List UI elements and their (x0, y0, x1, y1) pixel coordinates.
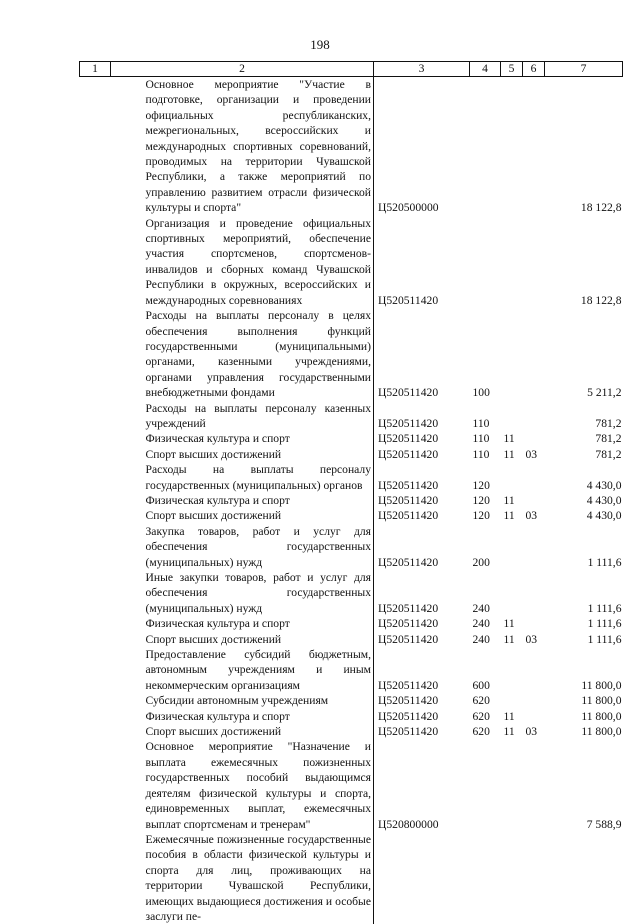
row-name: Иные закупки товаров, работ и услуг для обеспечения государственных (муниципальных) нужд (111, 570, 374, 616)
row-name: Закупка товаров, работ и услуг для обеспечения государственных (муниципальных) нужд (111, 524, 374, 570)
row-amount: 18 122,8 (545, 77, 623, 216)
row-vr: 240 (470, 632, 501, 647)
row-name: Субсидии автономным учреждениям (111, 693, 374, 708)
row-pr (523, 493, 545, 508)
blank-cell (80, 693, 111, 708)
table-header (80, 62, 623, 77)
blank-cell (80, 739, 111, 831)
row-pr: 03 (523, 447, 545, 462)
row-vr: 600 (470, 647, 501, 693)
row-name: Спорт высших достижений (111, 724, 374, 739)
table-row (80, 77, 623, 216)
row-code: Ц520511420 (374, 493, 470, 508)
row-rz: 11 (501, 493, 523, 508)
row-amount: 11 800,0 (545, 709, 623, 724)
table-row (80, 447, 623, 462)
row-name: Физическая культура и спорт (111, 431, 374, 446)
page-number: 198 (0, 37, 640, 53)
row-code: Ц520511420 (374, 632, 470, 647)
row-pr (523, 308, 545, 400)
blank-cell (80, 709, 111, 724)
blank-cell (80, 462, 111, 493)
row-pr: 03 (523, 508, 545, 523)
row-name: Расходы на выплаты персоналу государственных (муниципальных) органов (111, 462, 374, 493)
blank-cell (80, 632, 111, 647)
row-name: Физическая культура и спорт (111, 493, 374, 508)
row-code: Ц520511420 (374, 447, 470, 462)
row-amount: 781,2 (545, 447, 623, 462)
row-vr: 120 (470, 462, 501, 493)
table-body (80, 77, 623, 924)
header-col-3: 3 (374, 62, 470, 77)
row-vr: 120 (470, 508, 501, 523)
row-vr: 620 (470, 724, 501, 739)
row-amount: 18 122,8 (545, 216, 623, 308)
row-rz (501, 308, 523, 400)
table-row (80, 832, 623, 924)
row-name: Основное мероприятие "Участие в подготовке, организации и проведении официальных республиканских, межрегиональных, всероссийских и международных спортивных соревнований, проводимых на территории Чувашской Республики, а также мероприятий по управлению развитием отрасли физической культуры и спорта" (111, 77, 374, 216)
blank-cell (80, 447, 111, 462)
row-amount: 781,2 (545, 401, 623, 432)
table-row (80, 524, 623, 570)
table-row (80, 647, 623, 693)
row-rz (501, 524, 523, 570)
header-row (80, 62, 623, 77)
row-code: Ц520511420 (374, 709, 470, 724)
blank-cell (80, 401, 111, 432)
row-rz (501, 216, 523, 308)
table-row (80, 508, 623, 523)
row-code: Ц520511420 (374, 693, 470, 708)
table-row (80, 616, 623, 631)
row-pr: 03 (523, 724, 545, 739)
header-col-7: 7 (545, 62, 623, 77)
row-code: Ц520511420 (374, 308, 470, 400)
budget-table (79, 61, 623, 924)
row-amount: 7 588,9 (545, 739, 623, 831)
blank-cell (80, 616, 111, 631)
row-amount: 1 111,6 (545, 570, 623, 616)
row-amount: 4 430,0 (545, 462, 623, 493)
blank-cell (80, 647, 111, 693)
header-col-5: 5 (501, 62, 523, 77)
row-rz: 11 (501, 616, 523, 631)
row-amount: 1 111,6 (545, 632, 623, 647)
row-pr: 03 (523, 632, 545, 647)
row-rz: 11 (501, 709, 523, 724)
row-pr (523, 77, 545, 216)
row-vr (470, 216, 501, 308)
row-amount: 5 211,2 (545, 308, 623, 400)
header-col-1: 1 (80, 62, 111, 77)
table-row (80, 401, 623, 432)
row-name: Физическая культура и спорт (111, 616, 374, 631)
row-code: Ц520511420 (374, 724, 470, 739)
row-vr: 200 (470, 524, 501, 570)
row-name: Ежемесячные пожизненные государственные пособия в области физической культуры и спорта для лиц, проживающих на территории Чувашской Республики, имеющих выдающиеся достижения и особые заслуги пе- (111, 832, 374, 924)
row-code: Ц520800000 (374, 739, 470, 831)
blank-cell (80, 832, 111, 924)
row-code: Ц520511420 (374, 462, 470, 493)
row-rz (501, 693, 523, 708)
row-amount: 11 800,0 (545, 693, 623, 708)
header-col-4: 4 (470, 62, 501, 77)
table-row (80, 709, 623, 724)
blank-cell (80, 308, 111, 400)
row-vr: 620 (470, 709, 501, 724)
row-pr (523, 216, 545, 308)
row-vr (470, 832, 501, 924)
row-amount (545, 832, 623, 924)
row-pr (523, 693, 545, 708)
row-pr (523, 832, 545, 924)
row-name: Расходы на выплаты персоналу казенных учреждений (111, 401, 374, 432)
row-rz (501, 570, 523, 616)
row-pr (523, 524, 545, 570)
row-code: Ц520511420 (374, 401, 470, 432)
table-row (80, 431, 623, 446)
row-rz: 11 (501, 632, 523, 647)
row-amount: 781,2 (545, 431, 623, 446)
row-rz (501, 739, 523, 831)
row-name: Организация и проведение официальных спортивных мероприятий, обеспечение участия спортсменов, спортсменов-инвалидов и сборных команд Чувашской Республики в окружных, всероссийских и международных соревнованиях (111, 216, 374, 308)
row-rz (501, 832, 523, 924)
row-code: Ц520511420 (374, 647, 470, 693)
blank-cell (80, 524, 111, 570)
blank-cell (80, 77, 111, 216)
row-rz (501, 647, 523, 693)
table-row (80, 216, 623, 308)
header-col-6: 6 (523, 62, 545, 77)
row-rz: 11 (501, 431, 523, 446)
table-row (80, 724, 623, 739)
row-vr: 240 (470, 570, 501, 616)
row-name: Спорт высших достижений (111, 508, 374, 523)
row-rz: 11 (501, 447, 523, 462)
blank-cell (80, 431, 111, 446)
row-pr (523, 431, 545, 446)
row-amount: 4 430,0 (545, 493, 623, 508)
table-row (80, 693, 623, 708)
blank-cell (80, 508, 111, 523)
row-pr (523, 616, 545, 631)
row-vr: 110 (470, 401, 501, 432)
table-row (80, 308, 623, 400)
row-code (374, 832, 470, 924)
row-vr: 110 (470, 431, 501, 446)
row-amount: 11 800,0 (545, 647, 623, 693)
row-vr (470, 77, 501, 216)
row-amount: 11 800,0 (545, 724, 623, 739)
row-rz (501, 462, 523, 493)
row-vr: 100 (470, 308, 501, 400)
blank-cell (80, 493, 111, 508)
row-name: Расходы на выплаты персоналу в целях обеспечения выполнения функций государственными (муниципальными) органами, казенными учреждениями, органами управления государственными внебюджетными фондами (111, 308, 374, 400)
row-code: Ц520500000 (374, 77, 470, 216)
row-vr (470, 739, 501, 831)
row-rz (501, 77, 523, 216)
row-amount: 1 111,6 (545, 524, 623, 570)
row-vr: 120 (470, 493, 501, 508)
blank-cell (80, 570, 111, 616)
row-pr (523, 647, 545, 693)
row-pr (523, 401, 545, 432)
table-row (80, 493, 623, 508)
row-name: Предоставление субсидий бюджетным, автономным учреждениям и иным некоммерческим организациям (111, 647, 374, 693)
table-row (80, 632, 623, 647)
row-pr (523, 462, 545, 493)
row-name: Основное мероприятие "Назначение и выплата ежемесячных пожизненных государственных пособий выдающимся деятелям физической культуры и спорта, единовременных выплат, ежемесячных выплат спортсменам и тренерам" (111, 739, 374, 831)
row-rz: 11 (501, 508, 523, 523)
row-vr: 110 (470, 447, 501, 462)
row-pr (523, 570, 545, 616)
row-pr (523, 739, 545, 831)
row-amount: 1 111,6 (545, 616, 623, 631)
row-name: Физическая культура и спорт (111, 709, 374, 724)
table-row (80, 739, 623, 831)
row-amount: 4 430,0 (545, 508, 623, 523)
blank-cell (80, 724, 111, 739)
row-code: Ц520511420 (374, 216, 470, 308)
header-col-2: 2 (111, 62, 374, 77)
row-code: Ц520511420 (374, 570, 470, 616)
table-row (80, 570, 623, 616)
row-vr: 240 (470, 616, 501, 631)
row-code: Ц520511420 (374, 616, 470, 631)
blank-cell (80, 216, 111, 308)
row-rz (501, 401, 523, 432)
row-name: Спорт высших достижений (111, 447, 374, 462)
row-pr (523, 709, 545, 724)
table-row (80, 462, 623, 493)
row-code: Ц520511420 (374, 524, 470, 570)
row-code: Ц520511420 (374, 508, 470, 523)
row-code: Ц520511420 (374, 431, 470, 446)
row-name: Спорт высших достижений (111, 632, 374, 647)
row-vr: 620 (470, 693, 501, 708)
row-rz: 11 (501, 724, 523, 739)
